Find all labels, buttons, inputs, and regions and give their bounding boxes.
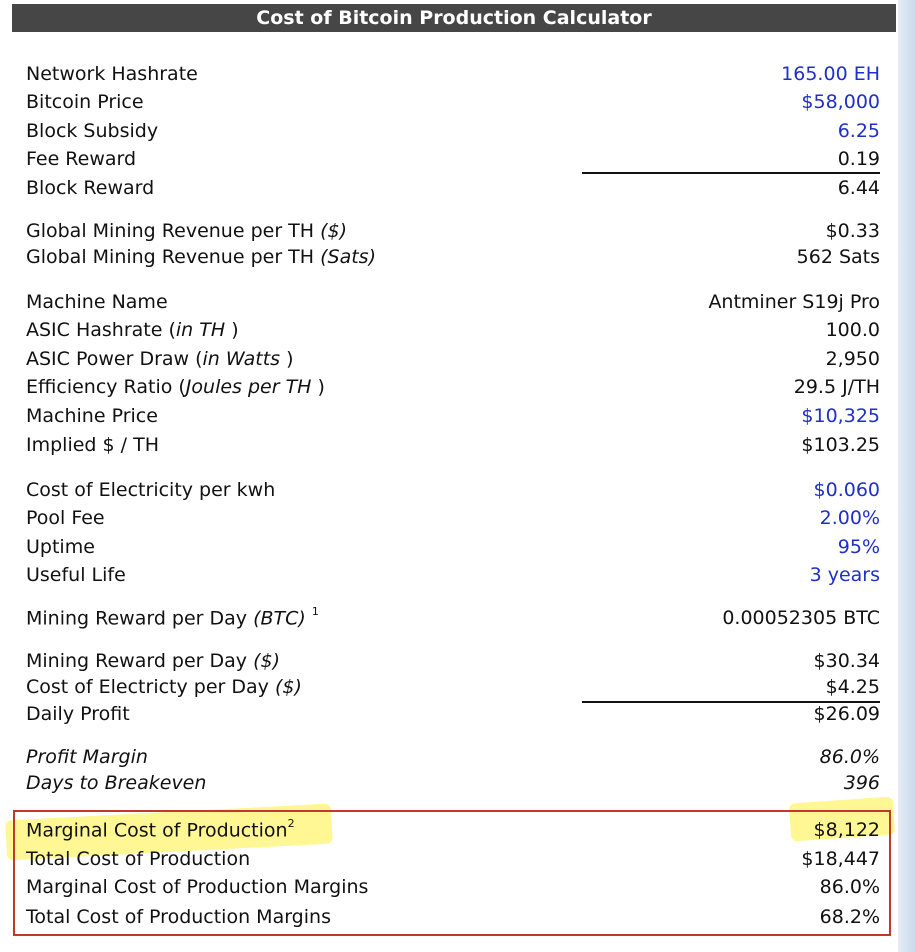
marginal-cost-value: $8,122: [813, 819, 880, 841]
block-subsidy-value[interactable]: 6.25: [837, 120, 880, 142]
electricity-cost-label: Cost of Electricity per kwh: [26, 479, 276, 501]
reward-usd-label: Mining Reward per Day ($): [26, 650, 281, 672]
row-uptime: [26, 533, 880, 561]
marginal-margins-value: 86.0%: [819, 876, 880, 898]
revenue-per-th-sats-value: 562 Sats: [796, 246, 880, 268]
asic-hashrate-value: 100.0: [825, 319, 880, 341]
machine-name-label: Machine Name: [26, 291, 168, 313]
row-machine-price: [26, 402, 880, 430]
fee-reward-value: 0.19: [837, 148, 880, 170]
calculator-title: Cost of Bitcoin Production Calculator: [12, 4, 896, 32]
machine-name-value: Antminer S19j Pro: [708, 291, 880, 313]
total-margins-label: Total Cost of Production Margins: [26, 906, 331, 928]
reward-btc-label: Mining Reward per Day (BTC) $^1$: [26, 604, 319, 630]
row-asic-power: [26, 345, 880, 373]
row-revenue-per-th-usd: [26, 217, 880, 245]
profit-margin-value: 86.0%: [819, 746, 880, 768]
implied-per-th-label: Implied $ / TH: [26, 434, 159, 456]
machine-price-value[interactable]: $10,325: [801, 405, 880, 427]
uptime-label: Uptime: [26, 536, 95, 558]
revenue-per-th-usd-label: Global Mining Revenue per TH ($): [26, 220, 348, 242]
asic-hashrate-label: ASIC Hashrate (in TH ): [26, 319, 239, 341]
revenue-per-th-usd-value: $0.33: [825, 220, 880, 242]
pool-fee-label: Pool Fee: [26, 507, 105, 529]
electricity-day-label: Cost of Electricty per Day ($): [26, 676, 302, 698]
row-asic-hashrate: [26, 316, 880, 344]
row-network-hashrate: [26, 60, 880, 88]
asic-power-label: ASIC Power Draw (in Watts ): [26, 348, 294, 370]
asic-power-value: 2,950: [825, 348, 880, 370]
row-implied-per-th: [26, 431, 880, 459]
uptime-value[interactable]: 95%: [837, 536, 880, 558]
daily-profit-label: Daily Profit: [26, 703, 130, 725]
row-electricity-cost: [26, 476, 880, 504]
row-electricity-day: [26, 673, 880, 701]
marginal-cost-label: Marginal Cost of Production$^2$: [26, 816, 295, 842]
useful-life-value[interactable]: 3 years: [809, 564, 880, 586]
implied-per-th-value: $103.25: [801, 434, 880, 456]
block-subsidy-label: Block Subsidy: [26, 120, 159, 142]
profit-margin-label: Profit Margin: [26, 746, 148, 768]
row-fee-reward: [26, 145, 880, 173]
days-breakeven-label: Days to Breakeven: [26, 772, 207, 794]
pool-fee-value[interactable]: 2.00%: [819, 507, 880, 529]
daily-profit-value: $26.09: [813, 703, 880, 725]
reward-btc-value: 0.00052305 BTC: [722, 607, 880, 629]
row-profit-margin: [26, 743, 880, 771]
block-reward-label: Block Reward: [26, 177, 155, 199]
row-bitcoin-price: [26, 88, 880, 116]
block-reward-value: 6.44: [837, 177, 880, 199]
days-breakeven-value: 396: [843, 772, 880, 794]
electricity-day-value: $4.25: [825, 676, 880, 698]
row-total-margins: [26, 903, 880, 931]
window-edge: [898, 0, 915, 952]
network-hashrate-label: Network Hashrate: [26, 63, 198, 85]
row-marginal-margins: [26, 873, 880, 901]
useful-life-label: Useful Life: [26, 564, 126, 586]
machine-price-label: Machine Price: [26, 405, 158, 427]
row-useful-life: [26, 561, 880, 589]
electricity-cost-value[interactable]: $0.060: [813, 479, 880, 501]
bitcoin-price-value[interactable]: $58,000: [801, 91, 880, 113]
row-daily-profit: [26, 700, 880, 728]
row-reward-usd: [26, 647, 880, 675]
footnote-2: 2: [287, 816, 295, 830]
row-machine-name: [26, 288, 880, 316]
total-cost-label: Total Cost of Production: [26, 848, 251, 870]
total-cost-value: $18,447: [801, 848, 880, 870]
marginal-margins-label: Marginal Cost of Production Margins: [26, 876, 369, 898]
row-marginal-cost: [26, 816, 880, 844]
network-hashrate-value[interactable]: 165.00 EH: [781, 63, 880, 85]
row-total-cost: [26, 845, 880, 873]
row-block-subsidy: [26, 117, 880, 145]
row-efficiency: [26, 373, 880, 401]
revenue-per-th-sats-label: Global Mining Revenue per TH (Sats): [26, 246, 376, 268]
bitcoin-price-label: Bitcoin Price: [26, 91, 144, 113]
efficiency-label: Efficiency Ratio (Joules per TH ): [26, 376, 325, 398]
row-days-breakeven: [26, 769, 880, 797]
row-pool-fee: [26, 504, 880, 532]
row-block-reward: [26, 174, 880, 202]
row-revenue-per-th-sats: [26, 243, 880, 271]
row-reward-btc: [26, 604, 880, 632]
footnote-1: 1: [311, 604, 319, 618]
total-margins-value: 68.2%: [819, 906, 880, 928]
fee-reward-label: Fee Reward: [26, 148, 137, 170]
reward-usd-value: $30.34: [813, 650, 880, 672]
efficiency-value: 29.5 J/TH: [793, 376, 880, 398]
